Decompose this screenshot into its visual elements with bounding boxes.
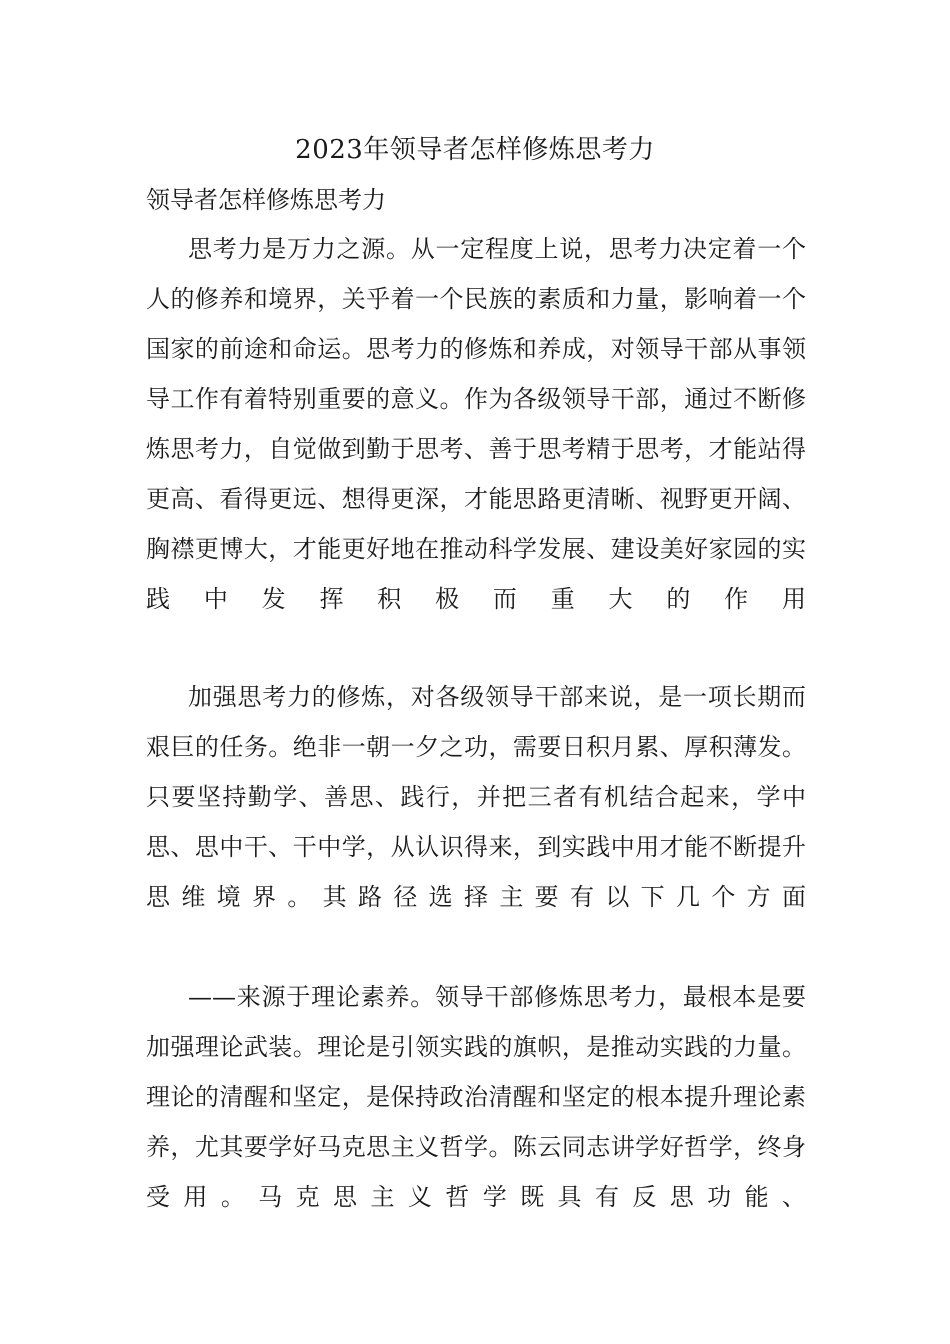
paragraph-3: ——来源于理论素养。领导干部修炼思考力，最根本是要加强理论武装。理论是引领实践的旗帜，是推动实践的力量。理论的清醒和坚定，是保持政治清醒和坚定的根本提升理论素养，尤其要学好马克思主义哲学。陈云同志讲学好哲学，终身受用。马克思主义哲学既具有反思功能、 [146, 983, 806, 1211]
document-title: 2023年领导者怎样修炼思考力 [295, 135, 655, 165]
document-subtitle: 领导者怎样修炼思考力 [146, 186, 386, 214]
paragraph-2: 加强思考力的修炼，对各级领导干部来说，是一项长期而艰巨的任务。绝非一朝一夕之功，需要日积月累、厚积薄发。只要坚持勤学、善思、践行，并把三者有机结合起来，学中思、思中干、干中学，从认识得来，到实践中用才能不断提升思维境界。其路径选择主要有以下几个方面 [146, 683, 806, 911]
paragraph-1: 思考力是万力之源。从一定程度上说，思考力决定着一个人的修养和境界，关乎着一个民族的素质和力量，影响着一个国家的前途和命运。思考力的修炼和养成，对领导干部从事领导工作有着特别重要的意义。作为各级领导干部，通过不断修炼思考力，自觉做到勤于思考、善于思考精于思考，才能站得更高、看得更远、想得更深，才能思路更清晰、视野更开阔、胸襟更博大，才能更好地在推动科学发展、建设美好家园的实践中发挥积极而重大的作用 [146, 235, 806, 613]
